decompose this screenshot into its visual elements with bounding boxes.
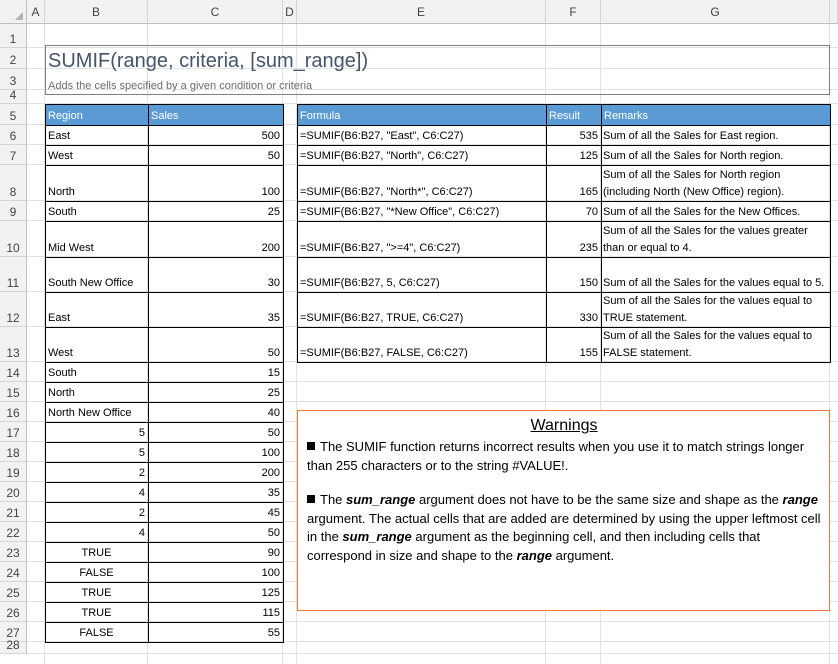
sales-header[interactable]: Sales bbox=[148, 104, 283, 125]
table-border bbox=[297, 104, 298, 125]
column-header-a[interactable]: A bbox=[27, 0, 45, 24]
page-subtitle[interactable]: Adds the cells specified by a given condition or criteria bbox=[48, 80, 313, 92]
region-cell[interactable]: West bbox=[48, 150, 73, 162]
row-header-21[interactable] bbox=[0, 502, 27, 522]
row-header-16[interactable] bbox=[0, 402, 27, 422]
region-cell[interactable]: Mid West bbox=[48, 242, 94, 254]
result-cell[interactable]: 125 bbox=[579, 150, 598, 162]
sales-cell[interactable]: 15 bbox=[267, 367, 280, 379]
region-cell[interactable]: East bbox=[48, 312, 71, 324]
row-number: 21 bbox=[6, 506, 20, 520]
sales-cell[interactable]: 115 bbox=[262, 607, 280, 619]
row-number: 17 bbox=[6, 426, 20, 440]
result-header[interactable]: Result bbox=[546, 104, 601, 125]
table-border bbox=[45, 482, 283, 483]
table-border bbox=[45, 201, 283, 202]
sales-cell[interactable]: 90 bbox=[267, 547, 280, 559]
formula-cell[interactable]: =SUMIF(B6:B27, "East", C6:C27) bbox=[300, 130, 464, 142]
region-cell[interactable]: 4 bbox=[138, 527, 145, 539]
formula-cell[interactable]: =SUMIF(B6:B27, ">=4", C6:C27) bbox=[300, 242, 461, 254]
result-cell[interactable]: 235 bbox=[579, 242, 598, 254]
region-cell[interactable]: East bbox=[48, 130, 71, 142]
formula-cell[interactable]: =SUMIF(B6:B27, "North", C6:C27) bbox=[300, 150, 469, 162]
sales-cell[interactable]: 25 bbox=[267, 387, 280, 399]
row-header-24[interactable] bbox=[0, 562, 27, 582]
formula-cell[interactable]: =SUMIF(B6:B27, FALSE, C6:C27) bbox=[300, 347, 468, 359]
table-border bbox=[45, 104, 284, 105]
row-header-12[interactable] bbox=[0, 292, 27, 327]
sales-cell[interactable]: 125 bbox=[261, 587, 280, 599]
sales-cell[interactable]: 55 bbox=[267, 627, 280, 639]
row-number: 19 bbox=[6, 466, 20, 480]
row-header-23[interactable] bbox=[0, 542, 27, 562]
region-cell[interactable]: FALSE bbox=[79, 567, 114, 579]
warnings-box bbox=[297, 410, 830, 611]
table-border bbox=[297, 292, 830, 293]
table-border bbox=[45, 362, 283, 363]
table-border bbox=[45, 257, 283, 258]
remarks-cell[interactable]: Sum of all the Sales for the values equal to FALSE statement. bbox=[603, 330, 813, 359]
remarks-cell[interactable]: Sum of all the Sales for the New Offices. bbox=[603, 206, 801, 218]
region-cell[interactable]: West bbox=[48, 347, 73, 359]
warnings-title: Warnings bbox=[530, 417, 598, 434]
region-cell[interactable]: South bbox=[48, 206, 77, 218]
table-border bbox=[601, 104, 602, 362]
table-border bbox=[45, 292, 283, 293]
row-number: 20 bbox=[6, 486, 20, 500]
row-header-10[interactable] bbox=[0, 221, 27, 257]
table-border bbox=[297, 165, 830, 166]
row-number: 2 bbox=[9, 53, 17, 67]
row-header-4[interactable] bbox=[0, 90, 27, 104]
row-number: 27 bbox=[6, 626, 20, 640]
result-cell[interactable]: 535 bbox=[579, 130, 598, 142]
table-border bbox=[830, 104, 831, 125]
row-header-17[interactable] bbox=[0, 422, 27, 442]
table-border bbox=[45, 442, 283, 443]
column-header-next[interactable] bbox=[830, 0, 838, 24]
row-header-22[interactable] bbox=[0, 522, 27, 542]
row-header-14[interactable] bbox=[0, 362, 27, 382]
result-cell[interactable]: 70 bbox=[585, 206, 598, 218]
select-all-corner[interactable] bbox=[0, 0, 27, 24]
table-border bbox=[45, 382, 283, 383]
region-cell[interactable]: 5 bbox=[138, 447, 145, 459]
table-border bbox=[45, 165, 283, 166]
row-header-28[interactable] bbox=[0, 638, 27, 654]
table-border bbox=[297, 201, 830, 202]
sales-cell[interactable]: 35 bbox=[267, 487, 280, 499]
table-border bbox=[297, 104, 831, 105]
formula-cell[interactable]: =SUMIF(B6:B27, "*New Office", C6:C27) bbox=[300, 206, 500, 218]
region-cell[interactable]: TRUE bbox=[81, 587, 112, 599]
row-number: 1 bbox=[9, 32, 17, 46]
row-number: 13 bbox=[6, 346, 20, 360]
row-number: 10 bbox=[6, 241, 20, 255]
column-header-e[interactable]: E bbox=[297, 0, 546, 24]
row-number: 3 bbox=[9, 74, 17, 88]
table-border bbox=[45, 622, 283, 623]
region-cell[interactable]: South New Office bbox=[48, 277, 134, 289]
row-number: 12 bbox=[6, 311, 20, 325]
region-cell[interactable]: North bbox=[48, 186, 75, 198]
column-header-g[interactable]: G bbox=[601, 0, 830, 24]
table-border bbox=[45, 502, 283, 503]
row-header-13[interactable] bbox=[0, 327, 27, 362]
region-cell[interactable]: 2 bbox=[138, 507, 145, 519]
row-number: 24 bbox=[6, 566, 20, 580]
formula-cell[interactable]: =SUMIF(B6:B27, TRUE, C6:C27) bbox=[300, 312, 464, 324]
sales-cell[interactable]: 100 bbox=[261, 567, 280, 579]
table-border bbox=[45, 221, 283, 222]
row-header-1[interactable] bbox=[0, 24, 27, 48]
sales-cell[interactable]: 500 bbox=[261, 130, 280, 142]
sales-cell[interactable]: 45 bbox=[267, 507, 280, 519]
sales-cell[interactable]: 50 bbox=[267, 347, 280, 359]
row-number: 11 bbox=[6, 276, 20, 290]
warning-text-1: The SUMIF function returns incorrect results when you use it to match strings longer than 255 characters or to the string #VALUE!. bbox=[307, 439, 805, 473]
row-number: 15 bbox=[6, 386, 20, 400]
region-cell[interactable]: South bbox=[48, 367, 77, 379]
table-border bbox=[45, 602, 283, 603]
row-number: 5 bbox=[9, 109, 17, 123]
bullet-icon bbox=[307, 495, 315, 503]
region-cell[interactable]: TRUE bbox=[81, 547, 112, 559]
table-border bbox=[297, 221, 830, 222]
sales-cell[interactable]: 200 bbox=[261, 242, 280, 254]
result-cell[interactable]: 330 bbox=[579, 312, 598, 324]
column-header-b[interactable]: B bbox=[45, 0, 148, 24]
row-header-2[interactable] bbox=[0, 48, 27, 69]
row-header-8[interactable] bbox=[0, 165, 27, 201]
result-cell[interactable]: 150 bbox=[579, 277, 598, 289]
row-number: 26 bbox=[6, 606, 20, 620]
table-border bbox=[546, 104, 547, 362]
row-header-11[interactable] bbox=[0, 257, 27, 292]
bullet-icon bbox=[307, 442, 315, 450]
table-border bbox=[45, 522, 283, 523]
sales-cell[interactable]: 35 bbox=[267, 312, 280, 324]
row-number: 9 bbox=[9, 205, 17, 219]
region-cell[interactable]: FALSE bbox=[79, 627, 114, 639]
table-border bbox=[283, 104, 284, 125]
remarks-cell[interactable]: Sum of all the Sales for the values equal to 5. bbox=[603, 277, 825, 289]
row-number: 28 bbox=[6, 638, 20, 652]
sales-cell[interactable]: 50 bbox=[267, 527, 280, 539]
table-border bbox=[45, 104, 46, 125]
row-header-19[interactable] bbox=[0, 462, 27, 482]
table-border bbox=[45, 145, 283, 146]
region-cell[interactable]: 4 bbox=[138, 487, 145, 499]
row-header-9[interactable] bbox=[0, 201, 27, 221]
region-header[interactable]: Region bbox=[45, 104, 148, 125]
formula-cell[interactable]: =SUMIF(B6:B27, "North*", C6:C27) bbox=[300, 186, 473, 198]
sales-cell[interactable]: 100 bbox=[261, 447, 280, 459]
row-header-3[interactable] bbox=[0, 69, 27, 90]
row-header-20[interactable] bbox=[0, 482, 27, 502]
region-cell[interactable]: North bbox=[48, 387, 75, 399]
table-border bbox=[297, 257, 830, 258]
row-number: 6 bbox=[9, 129, 17, 143]
row-number: 22 bbox=[6, 526, 20, 540]
table-border bbox=[45, 402, 283, 403]
remarks-cell[interactable]: Sum of all the Sales for the values greater than or equal to 4. bbox=[603, 225, 808, 254]
table-border bbox=[45, 422, 283, 423]
row-number: 25 bbox=[6, 586, 20, 600]
row-header-5[interactable] bbox=[0, 104, 27, 125]
formula-header[interactable]: Formula bbox=[297, 104, 546, 125]
row-header-25[interactable] bbox=[0, 582, 27, 602]
table-border bbox=[45, 542, 283, 543]
row-header-7[interactable] bbox=[0, 145, 27, 165]
table-border bbox=[45, 125, 284, 643]
formula-cell[interactable]: =SUMIF(B6:B27, 5, C6:C27) bbox=[300, 277, 440, 289]
remarks-cell[interactable]: Sum of all the Sales for North region. bbox=[603, 150, 784, 162]
row-number: 8 bbox=[9, 185, 17, 199]
sales-cell[interactable]: 30 bbox=[267, 277, 280, 289]
row-number: 14 bbox=[6, 366, 20, 380]
row-header-26[interactable] bbox=[0, 602, 27, 622]
row-header-18[interactable] bbox=[0, 442, 27, 462]
row-header-15[interactable] bbox=[0, 382, 27, 402]
sales-cell[interactable]: 200 bbox=[261, 467, 280, 479]
sales-cell[interactable]: 50 bbox=[267, 150, 280, 162]
remarks-cell[interactable]: Sum of all the Sales for the values equal to TRUE statement. bbox=[603, 295, 813, 324]
row-number: 4 bbox=[9, 88, 17, 102]
result-cell[interactable]: 155 bbox=[579, 347, 598, 359]
region-cell[interactable]: 2 bbox=[138, 467, 145, 479]
row-number: 18 bbox=[6, 446, 20, 460]
remarks-header[interactable]: Remarks bbox=[601, 104, 830, 125]
row-number: 23 bbox=[6, 546, 20, 560]
table-border bbox=[45, 327, 283, 328]
row-number: 16 bbox=[6, 406, 20, 420]
sales-cell[interactable]: 40 bbox=[267, 407, 280, 419]
region-cell[interactable]: North New Office bbox=[48, 407, 132, 419]
table-border bbox=[45, 582, 283, 583]
column-header-c[interactable]: C bbox=[148, 0, 283, 24]
region-cell[interactable]: 5 bbox=[138, 427, 145, 439]
table-border bbox=[297, 145, 830, 146]
table-border bbox=[45, 562, 283, 563]
row-header-6[interactable] bbox=[0, 125, 27, 145]
remarks-cell[interactable]: Sum of all the Sales for North region (including North (New Office) region). bbox=[603, 169, 785, 198]
region-cell[interactable]: TRUE bbox=[81, 607, 112, 619]
table-border bbox=[45, 462, 283, 463]
sales-cell[interactable]: 25 bbox=[267, 206, 280, 218]
remarks-cell[interactable]: Sum of all the Sales for East region. bbox=[603, 130, 779, 142]
warning-text-2: The sum_range argument does not have to be the same size and shape as the range argument. The actual cells that are added are determined by using the upper leftmost cell in the sum_range argument as the beginning cell, and then including cells that correspond in size and shape to the range argument. bbox=[307, 492, 821, 563]
page-title[interactable]: SUMIF(range, criteria, [sum_range]) bbox=[48, 50, 369, 72]
result-cell[interactable]: 165 bbox=[579, 186, 598, 198]
table-border bbox=[297, 327, 830, 328]
gridline bbox=[27, 653, 838, 654]
sales-cell[interactable]: 100 bbox=[261, 186, 280, 198]
row-number: 7 bbox=[9, 149, 17, 163]
sales-cell[interactable]: 50 bbox=[267, 427, 280, 439]
column-header-f[interactable]: F bbox=[546, 0, 601, 24]
column-header-d[interactable]: D bbox=[283, 0, 297, 24]
